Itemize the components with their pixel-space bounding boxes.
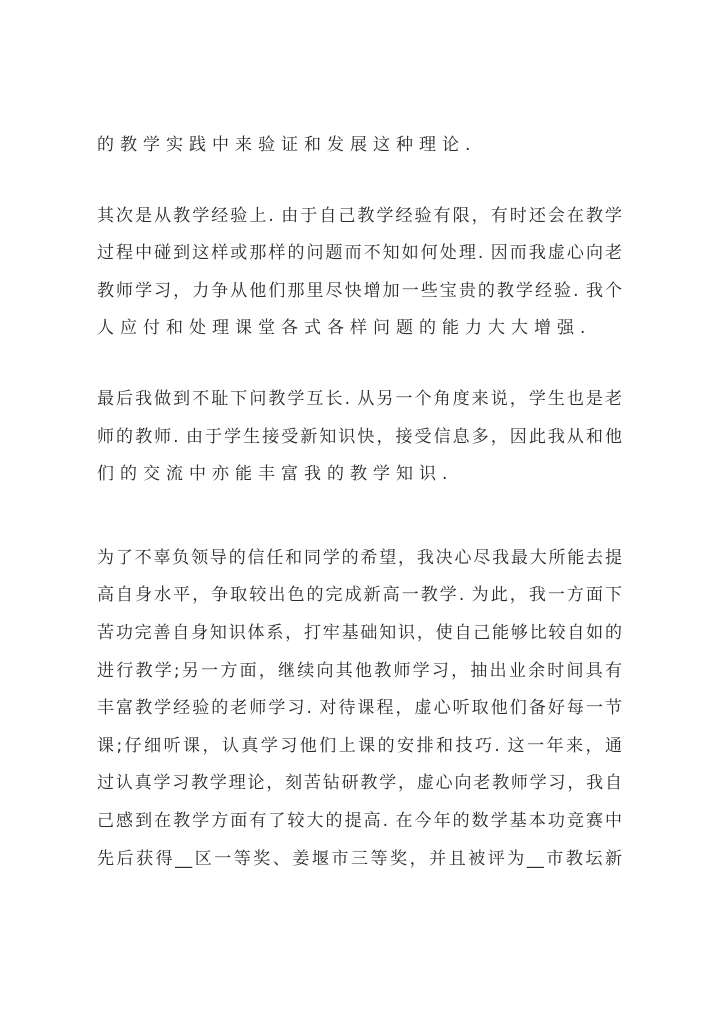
- text-line: 其次是从教学经验上. 由于自己教学经验有限，有时还会在教学: [97, 205, 622, 226]
- document-page: [97, 127, 622, 878]
- text-line: 为了不辜负领导的信任和同学的希望，我决心尽我最大所能去提: [97, 547, 622, 568]
- text-line: 教师学习，力争从他们那里尽快增加一些宝贵的教学经验. 我个: [97, 280, 622, 301]
- text-line: 们的交流中亦能丰富我的教学知识.: [97, 464, 454, 485]
- text-line: 进行教学;另一方面，继续向其他教师学习，抽出业余时间具有: [97, 660, 622, 681]
- text-line: 己感到在教学方面有了较大的提高. 在今年的数学基本功竞赛中: [97, 810, 622, 831]
- text-line: 过认真学习教学理论，刻苦钻研教学，虚心向老教师学习，我自: [97, 773, 622, 794]
- text-line: 先后获得__区一等奖、姜堰市三等奖，并且被评为__市教坛新: [97, 848, 622, 869]
- paragraph-2: [97, 198, 622, 348]
- text-line: 过程中碰到这样或那样的问题而不知如何处理. 因而我虚心向老: [97, 243, 622, 264]
- paragraph-4: [97, 540, 622, 878]
- paragraph-1: [97, 127, 622, 165]
- text-line: 最后我做到不耻下问教学互长. 从另一个角度来说，学生也是老: [97, 388, 622, 409]
- text-line: 课;仔细听课，认真学习他们上课的安排和技巧. 这一年来，通: [97, 735, 622, 756]
- text-line: 高自身水平，争取较出色的完成新高一教学. 为此，我一方面下: [97, 585, 622, 606]
- text-line: 丰富教学经验的老师学习. 对待课程，虚心听取他们备好每一节: [97, 698, 622, 719]
- text-line: 苦功完善自身知识体系，打牢基础知识，使自己能够比较自如的: [97, 622, 622, 643]
- text-line: 师的教师. 由于学生接受新知识快，接受信息多，因此我从和他: [97, 426, 622, 447]
- text-line: 的教学实践中来验证和发展这种理论.: [97, 135, 477, 155]
- text-line: 人应付和处理课堂各式各样问题的能力大大增强.: [97, 318, 592, 339]
- paragraph-3: [97, 381, 622, 494]
